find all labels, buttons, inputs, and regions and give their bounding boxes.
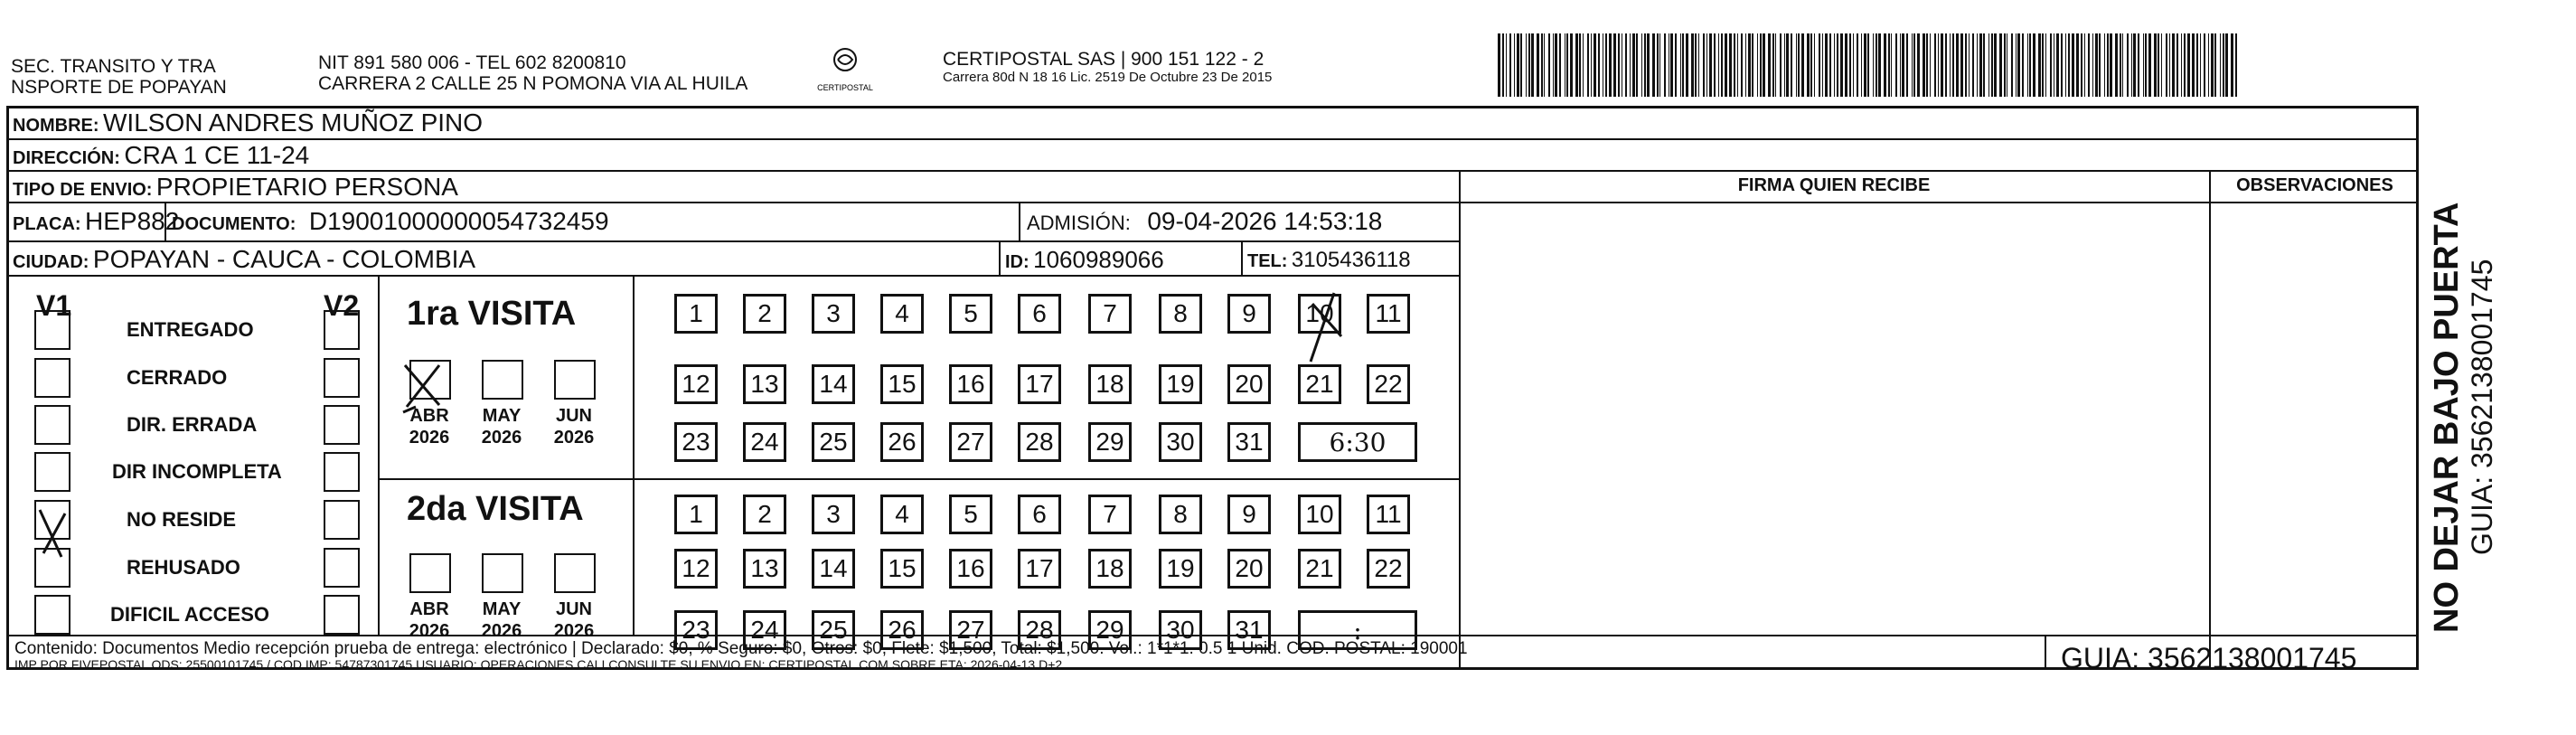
tipo-value: PROPIETARIO PERSONA (155, 173, 458, 201)
tipo-label: TIPO DE ENVIO: (13, 180, 153, 200)
visit2-day-16[interactable]: 16 (949, 549, 992, 589)
visit2-month-checkbox[interactable] (409, 553, 451, 593)
v2-checkbox-7[interactable] (324, 595, 360, 635)
v1-checkbox-3[interactable] (34, 405, 71, 445)
v2-checkbox-4[interactable] (324, 452, 360, 492)
visit2-day-19[interactable]: 19 (1159, 549, 1202, 589)
visit1-day-16[interactable]: 16 (949, 364, 992, 404)
visit1-day-19[interactable]: 19 (1159, 364, 1202, 404)
v2-header: V2 (324, 289, 360, 322)
visit1-day-7[interactable]: 7 (1088, 294, 1132, 334)
visit1-day-5[interactable]: 5 (949, 294, 992, 334)
visit2-day-29[interactable]: 29 (1088, 610, 1132, 650)
visit1-title: 1ra VISITA (407, 295, 577, 333)
company-name: CERTIPOSTAL SAS | 900 151 122 - 2 (943, 49, 1264, 70)
visit1-day-15[interactable]: 15 (880, 364, 924, 404)
direccion-row (13, 141, 309, 170)
visit1-day-27[interactable]: 27 (949, 422, 992, 462)
visit1-day-9[interactable]: 9 (1227, 294, 1271, 334)
placa-label: PLACA: (13, 214, 81, 234)
status-label: REHUSADO (127, 556, 240, 579)
abr-check-mark (398, 360, 448, 416)
visit1-day-31[interactable]: 31 (1227, 422, 1271, 462)
visit1-month-label: MAY 2026 (481, 406, 522, 448)
visit2-day-17[interactable]: 17 (1018, 549, 1061, 589)
v1-checkbox-4[interactable] (34, 452, 71, 492)
status-label: DIFICIL ACCESO (110, 603, 270, 626)
documento-value: D19001000000054732459 (308, 207, 609, 235)
company-license: Carrera 80d N 18 16 Lic. 2519 De Octubre 23 De 2015 (943, 70, 1273, 85)
visit1-day-21[interactable]: 21 (1298, 364, 1341, 404)
visit1-day-22[interactable]: 22 (1367, 364, 1410, 404)
nombre-row (13, 108, 483, 137)
firma-header: FIRMA QUIEN RECIBE (1737, 175, 1931, 195)
visit2-day-9[interactable]: 9 (1227, 495, 1271, 534)
visit2-day-8[interactable]: 8 (1159, 495, 1202, 534)
side-guia: GUIA: 3562138001745 (2466, 259, 2498, 555)
visit2-day-26[interactable]: 26 (880, 610, 924, 650)
visit2-time-field[interactable]: : (1298, 610, 1417, 650)
v2-checkbox-5[interactable] (324, 500, 360, 540)
documento-cell (172, 207, 609, 236)
visit2-day-6[interactable]: 6 (1018, 495, 1061, 534)
visit1-day-18[interactable]: 18 (1088, 364, 1132, 404)
side-notice: NO DEJAR BAJO PUERTA (2428, 202, 2466, 633)
id-cell (1005, 246, 1164, 274)
v2-checkbox-2[interactable] (324, 358, 360, 398)
status-label: NO RESIDE (127, 508, 237, 531)
tel-cell (1247, 248, 1411, 273)
status-label: DIR INCOMPLETA (112, 460, 282, 483)
visit1-day-8[interactable]: 8 (1159, 294, 1202, 334)
visit2-day-13[interactable]: 13 (743, 549, 786, 589)
v1-noreside-check-mark (34, 506, 80, 561)
v1-header: V1 (36, 289, 72, 322)
v2-checkbox-6[interactable] (324, 548, 360, 588)
visit1-day-28[interactable]: 28 (1018, 422, 1061, 462)
visit2-day-7[interactable]: 7 (1088, 495, 1132, 534)
visit1-day-25[interactable]: 25 (812, 422, 855, 462)
footer-guia: GUIA: 3562138001745 (2061, 642, 2357, 674)
ciudad-label: CIUDAD: (13, 252, 89, 272)
v1-checkbox-7[interactable] (34, 595, 71, 635)
visit1-day-13[interactable]: 13 (743, 364, 786, 404)
ciudad-cell (13, 245, 475, 274)
ciudad-value: POPAYAN - CAUCA - COLOMBIA (92, 245, 476, 273)
visit2-day-2[interactable]: 2 (743, 495, 786, 534)
visit2-day-4[interactable]: 4 (880, 495, 924, 534)
visit1-day-24[interactable]: 24 (743, 422, 786, 462)
sender-name (11, 56, 227, 98)
sender-line-1: SEC. TRANSITO Y TRA (11, 56, 216, 77)
visit2-day-28[interactable]: 28 (1018, 610, 1061, 650)
nombre-label: NOMBRE: (13, 116, 99, 136)
visit1-day-11[interactable]: 11 (1367, 294, 1410, 334)
footer-print-info: IMP POR FIVEPOSTAL ODS: 25500101745 / COD.IMP: 54787301745 USUARIO: OPERACIONES.CALI CONSULTE SU ENVIO EN: CERTIPOSTAL.COM SOBRE ETA: 2026-04-13 D+2 (14, 657, 1063, 672)
admision-value: 09-04-2026 14:53:18 (1147, 207, 1383, 235)
visit1-day-17[interactable]: 17 (1018, 364, 1061, 404)
visit2-day-18[interactable]: 18 (1088, 549, 1132, 589)
observaciones-header: OBSERVACIONES (2236, 175, 2393, 195)
tel-value: 3105436118 (1291, 248, 1411, 272)
visit2-day-15[interactable]: 15 (880, 549, 924, 589)
visit1-day-12[interactable]: 12 (674, 364, 718, 404)
visit2-day-1[interactable]: 1 (674, 495, 718, 534)
tipo-row (13, 173, 458, 202)
status-label: ENTREGADO (127, 318, 254, 341)
v1-checkbox-1[interactable] (34, 310, 71, 350)
visit2-day-3[interactable]: 3 (812, 495, 855, 534)
visit2-day-14[interactable]: 14 (812, 549, 855, 589)
visit1-day-10[interactable]: 10 (1298, 294, 1341, 334)
visit1-month-checkbox[interactable] (554, 360, 596, 400)
nit-line: NIT 891 580 006 - TEL 602 8200810 (318, 52, 626, 73)
visit2-month-label: MAY 2026 (481, 599, 522, 641)
documento-label: DOCUMENTO: (172, 214, 296, 234)
day10-strike-mark (1283, 286, 1356, 367)
visit2-month-checkbox[interactable] (482, 553, 523, 593)
visit2-month-checkbox[interactable] (554, 553, 596, 593)
visit2-day-5[interactable]: 5 (949, 495, 992, 534)
id-value: 1060989066 (1033, 246, 1164, 273)
direccion-value: CRA 1 CE 11-24 (124, 141, 310, 169)
visit1-day-6[interactable]: 6 (1018, 294, 1061, 334)
visit1-day-3[interactable]: 3 (812, 294, 855, 334)
visit1-day-30[interactable]: 30 (1159, 422, 1202, 462)
visit2-day-12[interactable]: 12 (674, 549, 718, 589)
address-line: CARRERA 2 CALLE 25 N POMONA VIA AL HUILA (318, 73, 748, 94)
visit1-month-checkbox[interactable] (482, 360, 523, 400)
visit2-title: 2da VISITA (407, 490, 584, 528)
v2-checkbox-1[interactable] (324, 310, 360, 350)
visit2-day-24[interactable]: 24 (743, 610, 786, 650)
visit1-time-field[interactable]: 6:30 (1298, 422, 1417, 462)
visit1-day-23[interactable]: 23 (674, 422, 718, 462)
barcode (1498, 33, 2241, 97)
direccion-label: DIRECCIÓN: (13, 148, 120, 168)
visit2-day-10[interactable]: 10 (1298, 495, 1341, 534)
visit2-day-31[interactable]: 31 (1227, 610, 1271, 650)
v2-checkbox-3[interactable] (324, 405, 360, 445)
visit1-month-label: ABR 2026 (409, 406, 450, 448)
sender-line-2: NSPORTE DE POPAYAN (11, 77, 227, 98)
visit1-day-20[interactable]: 20 (1227, 364, 1271, 404)
sender-contact (318, 52, 747, 94)
certipostal-logo (813, 42, 877, 96)
status-label: DIR. ERRADA (127, 413, 258, 436)
admision-cell (1027, 207, 1382, 236)
svg-text:CERTIPOSTAL: CERTIPOSTAL (817, 83, 873, 92)
status-label: CERRADO (127, 366, 228, 389)
visit2-month-label: ABR 2026 (409, 599, 450, 641)
visit1-day-14[interactable]: 14 (812, 364, 855, 404)
visit2-day-27[interactable]: 27 (949, 610, 992, 650)
visit1-day-2[interactable]: 2 (743, 294, 786, 334)
footer-content: Contenido: Documentos Medio recepción prueba de entrega: electrónico | Declarado: $0, % Seguro: $0, Otros: $0, Flete: $1,500, Total: $1,500. Vol.: 1*1*1. 0.5 1 Unid. COD. POSTAL: 190001 (14, 639, 1468, 658)
visit2-day-21[interactable]: 21 (1298, 549, 1341, 589)
visit1-day-29[interactable]: 29 (1088, 422, 1132, 462)
visit1-month-label: JUN 2026 (553, 406, 595, 448)
visit2-day-22[interactable]: 22 (1367, 549, 1410, 589)
company-info (943, 49, 1272, 86)
visit1-day-4[interactable]: 4 (880, 294, 924, 334)
visit1-day-1[interactable]: 1 (674, 294, 718, 334)
visit2-day-30[interactable]: 30 (1159, 610, 1202, 650)
v1-checkbox-2[interactable] (34, 358, 71, 398)
admision-label: ADMISIÓN: (1027, 212, 1131, 234)
visit1-day-26[interactable]: 26 (880, 422, 924, 462)
tel-label: TEL: (1247, 251, 1288, 271)
placa-cell (13, 207, 179, 236)
visit2-day-23[interactable]: 23 (674, 610, 718, 650)
visit2-day-25[interactable]: 25 (812, 610, 855, 650)
visit2-day-11[interactable]: 11 (1367, 495, 1410, 534)
placa-value: HEP882 (85, 207, 180, 235)
visit2-day-20[interactable]: 20 (1227, 549, 1271, 589)
id-label: ID: (1005, 252, 1029, 272)
nombre-value: WILSON ANDRES MUÑOZ PINO (103, 108, 484, 137)
visit2-month-label: JUN 2026 (553, 599, 595, 641)
